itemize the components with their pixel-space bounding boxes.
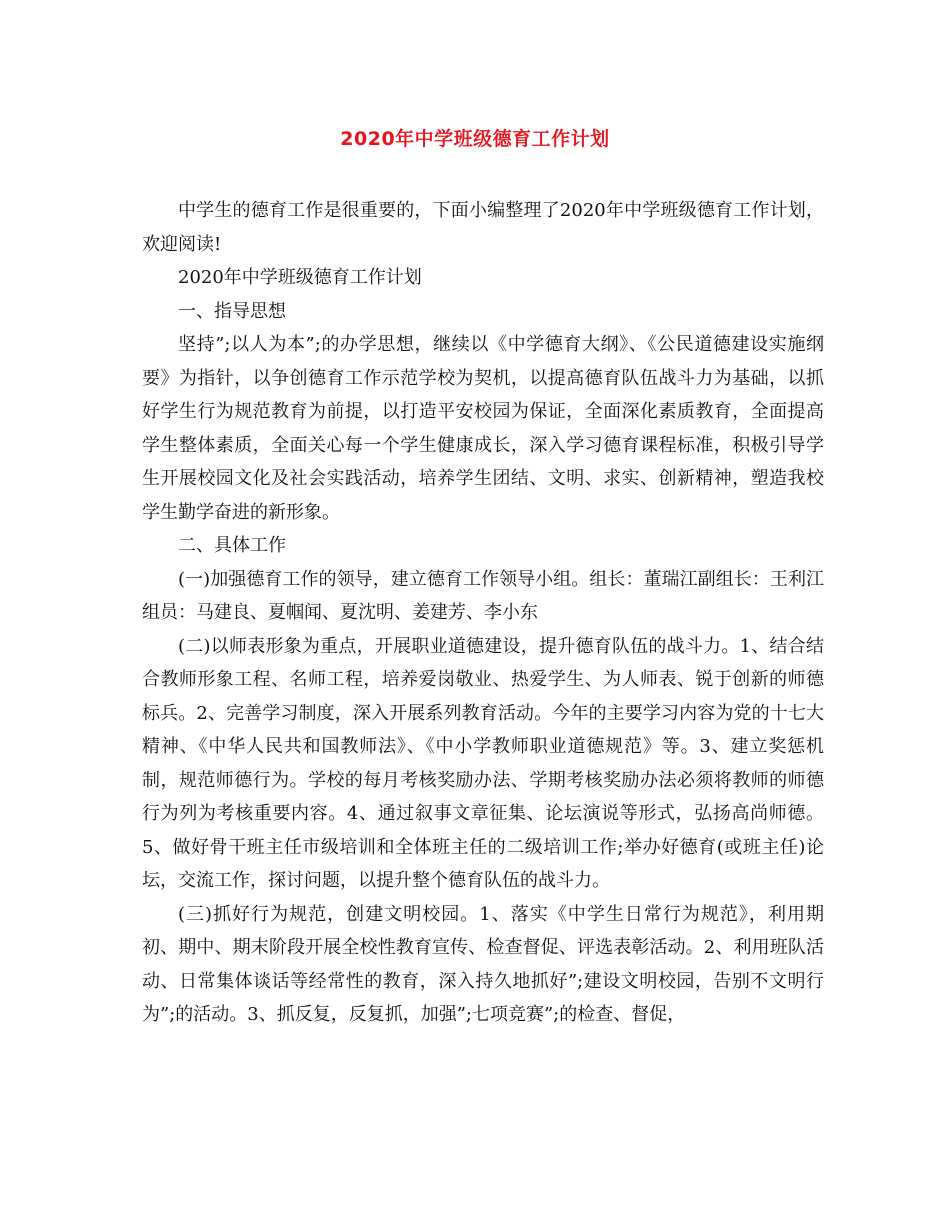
work-item-1-paragraph: (一)加强德育工作的领导，建立德育工作领导小组。组长：董瑞江副组长：王利江组员：马建良、夏帼闻、夏沈明、姜建芳、李小东 <box>142 568 824 623</box>
intro-paragraph: 中学生的德育工作是很重要的，下面小编整理了2020年中学班级德育工作计划，欢迎阅读! <box>142 200 824 255</box>
section-heading-guiding-thought: 一、指导思想 <box>178 300 286 322</box>
document-body <box>142 194 824 1032</box>
section-heading-specific-work: 二、具体工作 <box>178 535 286 556</box>
work-item-3-paragraph: (三)抓好行为规范，创建文明校园。1、落实《中学生日常行为规范》，利用期初、期中、期末阶段开展全校性教育宣传、检查督促、评选表彰活动。2、利用班队活动、日常集体谈话等经常性的教育，深入持久地抓好”;建设文明校园，告别不文明行为”;的活动。3、抓反复，反复抓，加强”;七项竞赛”;的检查、督促， <box>142 903 824 1025</box>
guiding-thought-paragraph: 坚持”;以人为本”;的办学思想，继续以《中学德育大纲》、《公民道德建设实施纲要》为指针，以争创德育工作示范学校为契机，以提高德育队伍战斗力为基础，以抓好学生行为规范教育为前提，以打造平安校园为保证，全面深化素质教育，全面提高学生整体素质，全面关心每一个学生健康成长，深入学习德育课程标准，积极引导学生开展校园文化及社会实践活动，培养学生团结、文明、求实、创新精神，塑造我校学生勤学奋进的新形象。 <box>142 334 824 523</box>
work-item-2-paragraph: (二)以师表形象为重点，开展职业道德建设，提升德育队伍的战斗力。1、结合结合教师形象工程、名师工程，培养爱岗敬业、热爱学生、为人师表、锐于创新的师德标兵。2、完善学习制度，深入开展系列教育活动。今年的主要学习内容为党的十七大精神、《中华人民共和国教师法》、《中小学教师职业道德规范》等。3、建立奖惩机制，规范师德行为。学校的每月考核奖励办法、学期考核奖励办法必须将教师的师德行为列为考核重要内容。4、通过叙事文章征集、论坛演说等形式，弘扬高尚师德。5、做好骨干班主任市级培训和全体班主任的二级培训工作;举办好德育(或班主任)论坛，交流工作，探讨问题，以提升整个德育队伍的战斗力。 <box>142 635 824 891</box>
document-title: 2020年中学班级德育工作计划 <box>340 128 610 150</box>
subtitle-paragraph: 2020年中学班级德育工作计划 <box>178 267 422 288</box>
